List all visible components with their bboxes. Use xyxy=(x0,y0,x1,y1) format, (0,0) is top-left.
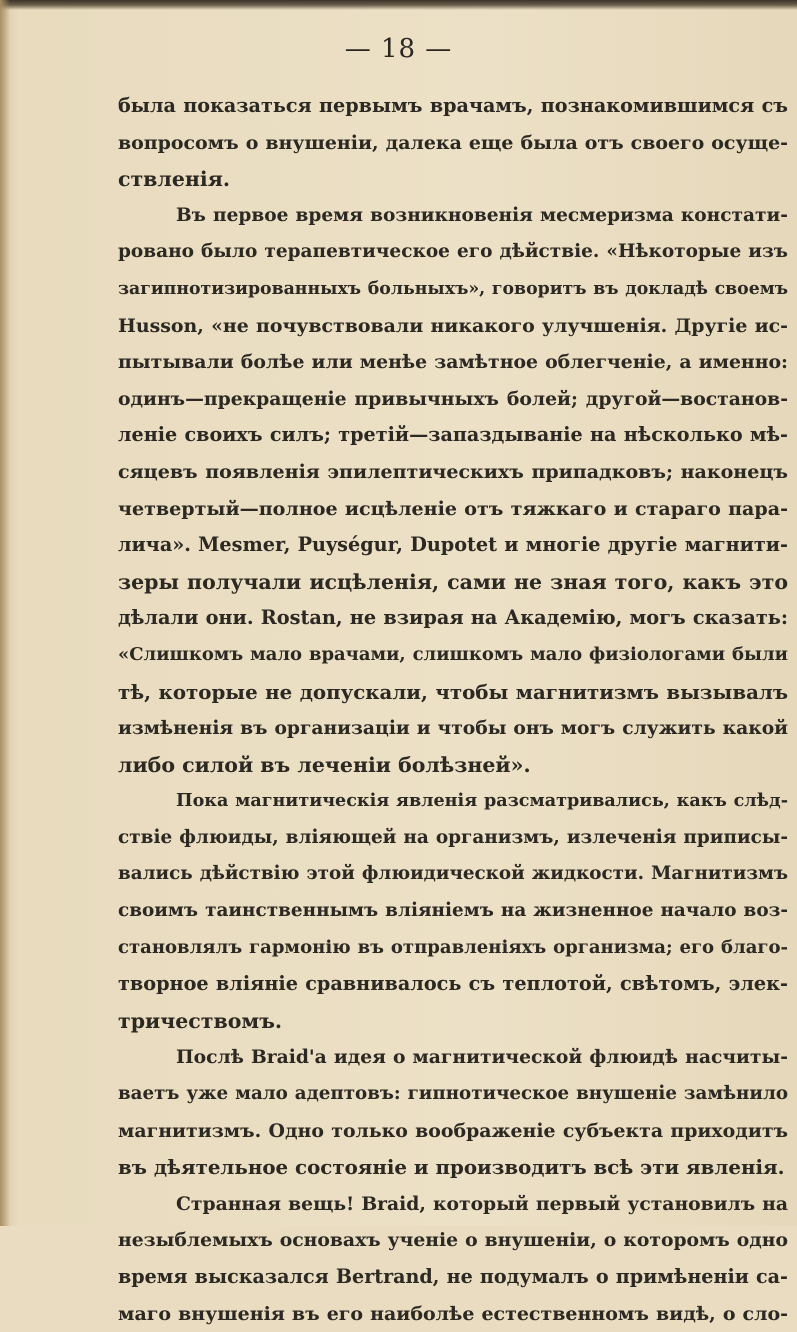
page-number: — 18 — xyxy=(344,34,453,64)
text-line: Странная вещь! Braid, который первый установилъ на xyxy=(176,1192,788,1215)
text-line: была показаться первымъ врачамъ, познакомившимся съ xyxy=(118,94,788,117)
text-line: Пока магнитическія явленія разсматривались, какъ слѣд- xyxy=(176,791,788,812)
text-line: «Слишкомъ мало врачами, слишкомъ мало физіологами были xyxy=(118,643,788,665)
text-line: зеры получали исцѣленія, сами не зная того, какъ это xyxy=(118,569,788,594)
text-line: Послѣ Braid'а идея о магнитической флюидѣ насчиты- xyxy=(176,1046,788,1069)
text-line: сяцевъ появленія эпилептическихъ припадковъ; наконецъ xyxy=(118,460,788,483)
paragraph-4 xyxy=(118,1039,788,1185)
text-line: четвертый—полное исцѣленіе отъ тяжкаго и стараго пара- xyxy=(118,497,788,520)
text-line: леніе своихъ силъ; третій—запаздываніе на нѣсколько мѣ- xyxy=(118,423,788,447)
text-line: одинъ—прекращеніе привычныхъ болей; другой—востанов- xyxy=(118,387,788,410)
text-line: становлялъ гармонію въ отправленіяхъ организма; его благо- xyxy=(118,936,788,958)
text-line: своимъ таинственнымъ вліяніемъ на жизненное начало воз- xyxy=(118,900,788,922)
page-left-edge xyxy=(0,0,10,1226)
text-line: въ дѣятельное состояніе и производитъ всѣ эти явленія. xyxy=(118,1155,785,1180)
text-line: ствленія. xyxy=(118,167,230,192)
text-line: загипнотизированныхъ больныхъ», говоритъ въ докладѣ своемъ xyxy=(118,278,788,299)
text-line: ваетъ уже мало адептовъ: гипнотическое внушеніе замѣнило xyxy=(118,1083,788,1105)
text-line: измѣненія въ организаціи и чтобы онъ могъ служить какой xyxy=(118,717,788,740)
paragraph-5 xyxy=(118,1186,788,1332)
text-line: незыблемыхъ основахъ ученіе о внушеніи, о которомъ одно xyxy=(118,1229,788,1252)
text-line: Въ первое время возникновенія месмеризма констати- xyxy=(176,204,788,226)
text-line: маго внушенія въ его наиболѣе естественномъ видѣ, о сло- xyxy=(118,1302,788,1325)
text-line: магнитизмъ. Одно только воображеніе субъекта приходитъ xyxy=(118,1119,788,1142)
text-line: вопросомъ о внушеніи, далека еще была отъ своего осуще- xyxy=(118,131,788,154)
text-line: вались дѣйствію этой флюидической жидкости. Магнитизмъ xyxy=(118,863,788,885)
text-line: Husson, «не почувствовали никакого улучшенія. Другіе ис- xyxy=(118,314,788,337)
text-line: ствіе флюиды, вліяющей на организмъ, излеченія приписы- xyxy=(118,826,788,848)
paragraph-3 xyxy=(118,783,788,1039)
text-line: дѣлали они. Rostan, не взирая на Академію, могъ сказать: xyxy=(118,606,788,630)
text-line: время высказался Bertrand, не подумалъ о примѣненіи са- xyxy=(118,1265,788,1288)
text-line: лича». Mesmer, Puységur, Dupotet и многіе другіе магнити- xyxy=(118,533,788,557)
page-top-edge xyxy=(0,0,797,10)
text-line: тѣ, которые не допускали, чтобы магнитизмъ вызывалъ xyxy=(118,679,788,704)
paragraph-2 xyxy=(118,198,788,784)
text-line: пытывали болѣе или менѣе замѣтное облегченіе, а именно: xyxy=(118,351,788,374)
body-text xyxy=(118,88,788,1332)
text-line: тричествомъ. xyxy=(118,1008,283,1033)
text-line: ровано было терапевтическое его дѣйствіе. «Нѣкоторые изъ xyxy=(118,241,788,263)
text-line: творное вліяніе сравнивалось съ теплотой, свѣтомъ, элек- xyxy=(118,972,788,996)
text-line: либо силой въ леченіи болѣзней». xyxy=(118,752,531,777)
paragraph-1 xyxy=(118,88,788,198)
